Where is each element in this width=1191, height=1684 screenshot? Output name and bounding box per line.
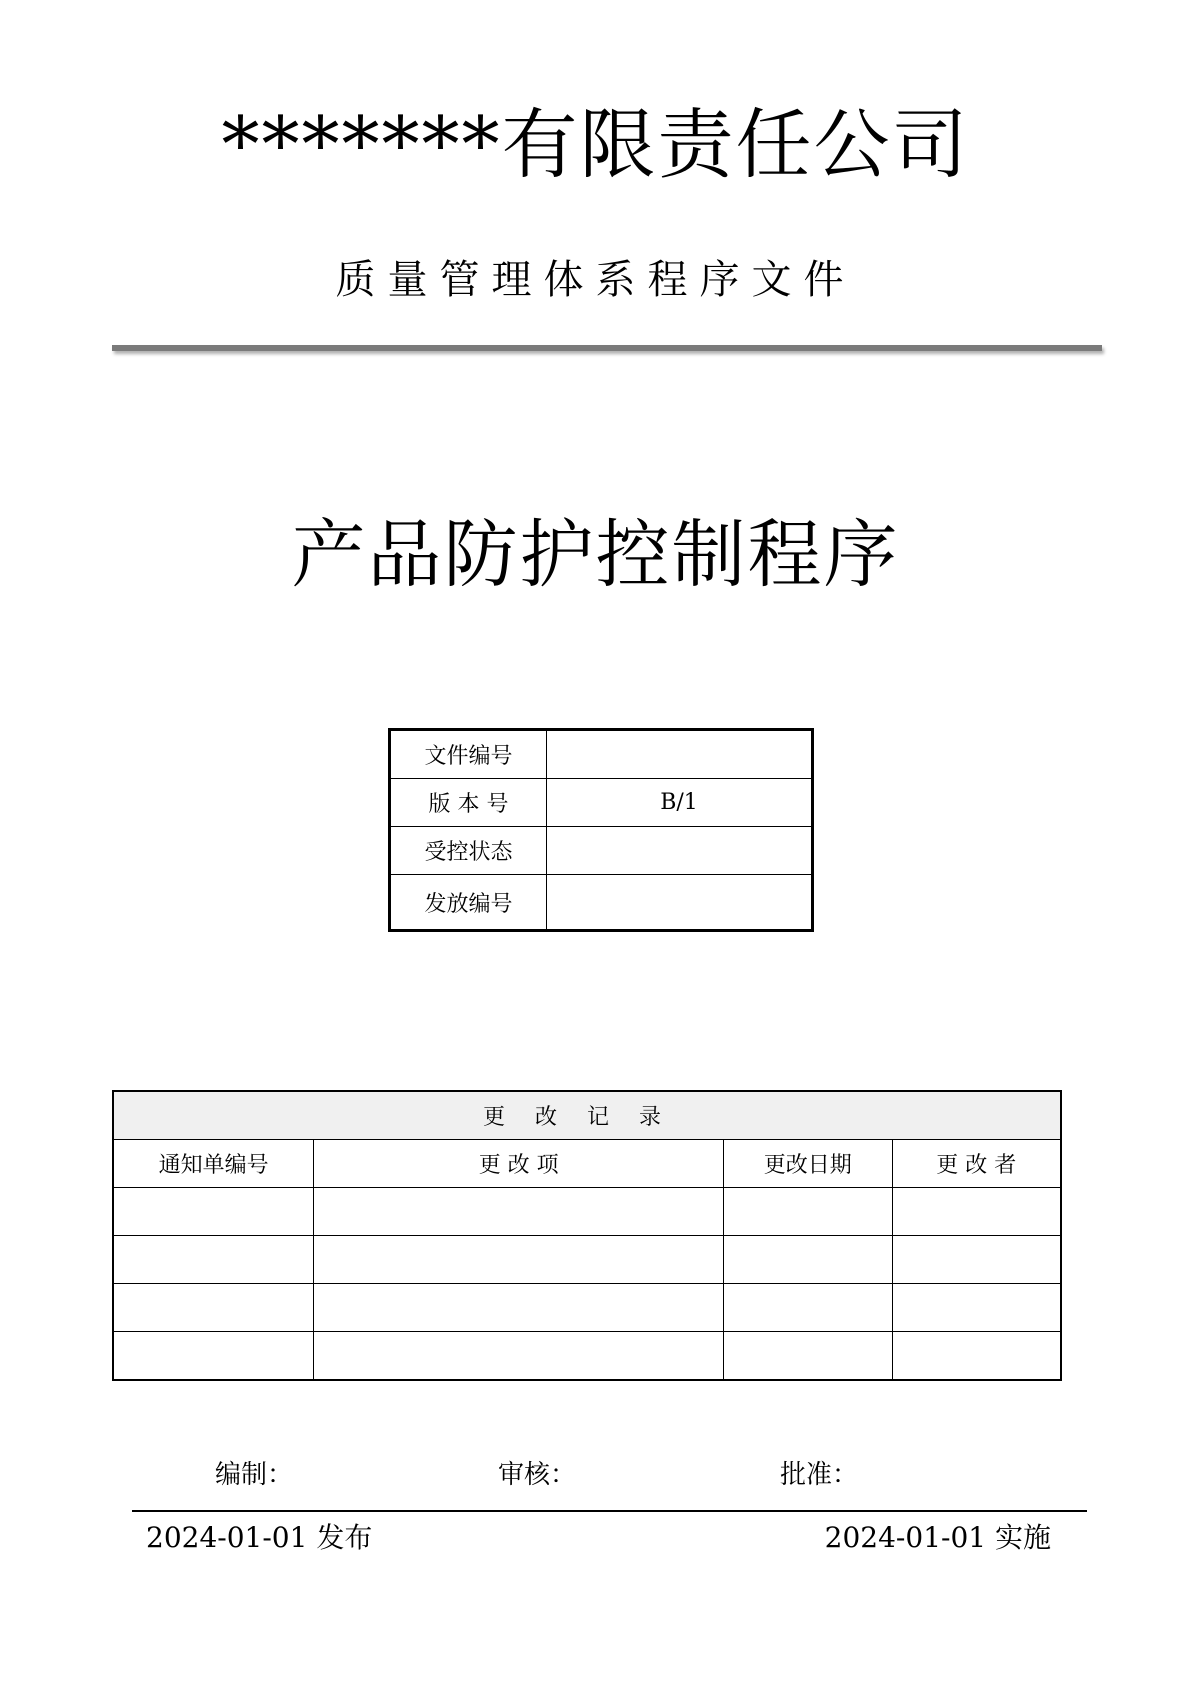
table-cell: [724, 1284, 892, 1332]
info-row-control-status: [390, 827, 813, 875]
info-label: 版 本 号: [390, 779, 547, 827]
table-cell: [113, 1284, 314, 1332]
table-cell: [724, 1332, 892, 1381]
column-header: 更 改 项: [314, 1140, 724, 1188]
table-row: [113, 1188, 1061, 1236]
approved-by-label: 批准：: [780, 1460, 859, 1490]
footer-divider: [132, 1510, 1087, 1512]
info-label: 受控状态: [390, 827, 547, 875]
info-row-version: [390, 779, 813, 827]
info-label: 发放编号: [390, 875, 547, 931]
header-divider: [112, 345, 1102, 351]
change-record-caption: 更改记录: [113, 1091, 1061, 1140]
table-cell: [314, 1236, 724, 1284]
change-record-header-row: [113, 1140, 1061, 1188]
table-cell: [314, 1188, 724, 1236]
table-cell: [314, 1332, 724, 1381]
table-cell: [113, 1236, 314, 1284]
column-header: 更 改 者: [892, 1140, 1061, 1188]
table-cell: [314, 1284, 724, 1332]
table-cell: [892, 1284, 1061, 1332]
info-value: [547, 827, 813, 875]
table-cell: [892, 1332, 1061, 1381]
table-cell: [892, 1236, 1061, 1284]
document-category: 质量管理体系程序文件: [335, 257, 856, 303]
info-value: B/1: [547, 779, 813, 827]
table-cell: [892, 1188, 1061, 1236]
info-value: [547, 875, 813, 931]
column-header: 通知单编号: [113, 1140, 314, 1188]
info-value: [547, 730, 813, 779]
table-cell: [724, 1188, 892, 1236]
info-row-doc-number: [390, 730, 813, 779]
column-header: 更改日期: [724, 1140, 892, 1188]
table-cell: [113, 1332, 314, 1381]
change-record-table: [112, 1090, 1062, 1381]
table-row: [113, 1284, 1061, 1332]
table-cell: [113, 1188, 314, 1236]
document-title: 产品防护控制程序: [291, 512, 900, 598]
company-name: *******有限责任公司: [221, 100, 970, 189]
info-row-distribution-number: [390, 875, 813, 931]
reviewed-by-label: 审核：: [498, 1460, 577, 1490]
prepared-by-label: 编制：: [215, 1460, 294, 1490]
table-row: [113, 1332, 1061, 1381]
info-label: 文件编号: [390, 730, 547, 779]
issue-date: 2024-01-01 发布: [146, 1521, 373, 1554]
effective-date: 2024-01-01 实施: [824, 1521, 1051, 1554]
table-row: [113, 1236, 1061, 1284]
document-info-table: [388, 728, 814, 932]
table-cell: [724, 1236, 892, 1284]
